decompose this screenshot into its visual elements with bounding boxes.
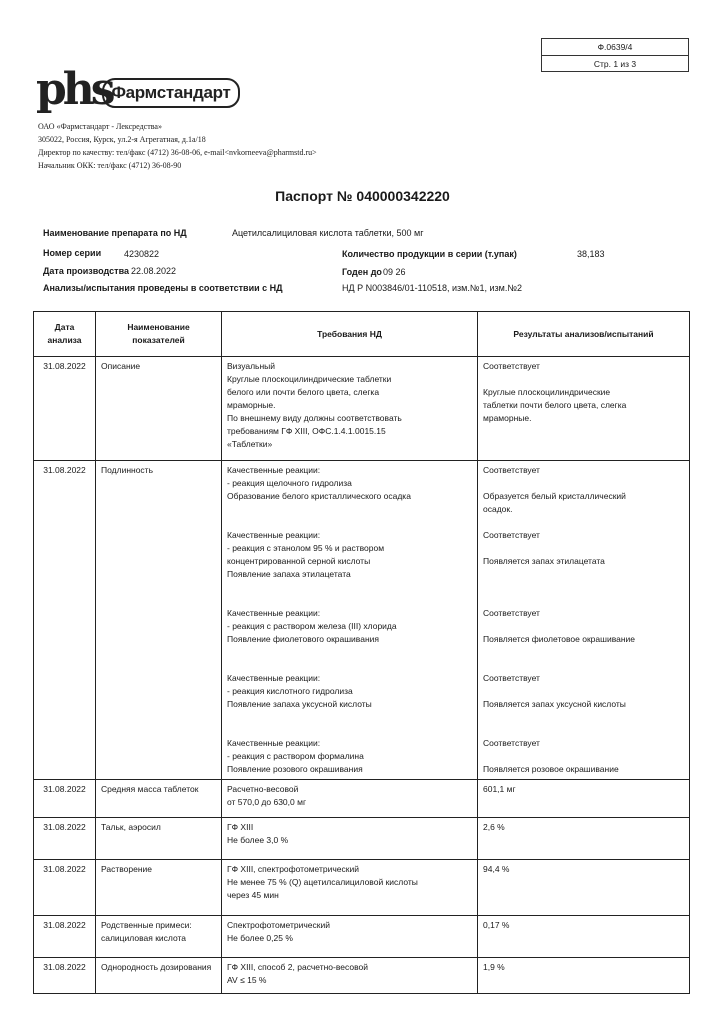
requirement-line: AV ≤ 15 %: [227, 975, 267, 985]
drug-label: Наименование препарата по НД: [43, 228, 187, 238]
expiry-value: 09 26: [383, 267, 406, 277]
company-logo: [36, 64, 240, 115]
analysis-value: НД Р N003846/01-110518, изм.№1, изм.№2: [342, 283, 523, 293]
requirement-line: Качественные реакции:: [227, 530, 321, 540]
row-indicator: Подлинность: [96, 461, 222, 780]
result-line: [483, 711, 684, 724]
table-row: [34, 916, 690, 958]
requirement-line: Качественные реакции:: [227, 738, 321, 748]
result-line: Образуется белый кристаллический: [483, 491, 626, 501]
result-line: Появляется фиолетовое окрашивание: [483, 634, 636, 644]
result-line: [483, 477, 684, 490]
requirement-line: Не менее 75 % (Q) ацетилсалициловой кислоты: [227, 877, 418, 887]
result-line: Соответствует: [483, 465, 540, 475]
result-line: Соответствует: [483, 530, 540, 540]
table-row: [34, 958, 690, 994]
requirement-line: ГФ XIII, способ 2, расчетно-весовой: [227, 962, 368, 972]
requirement-line: [227, 581, 472, 594]
row-date: 31.08.2022: [34, 461, 96, 780]
result-line: [483, 516, 684, 529]
requirement-line: [227, 724, 472, 737]
row-result: [478, 916, 690, 958]
row-result: [478, 860, 690, 916]
prod-date-label: Дата производства: [43, 266, 129, 276]
requirement-line: [227, 503, 472, 516]
requirement-line: [227, 516, 472, 529]
requirement-line: Появление фиолетового окрашивания: [227, 634, 379, 644]
result-line: 94,4 %: [483, 864, 510, 874]
row-result: [478, 958, 690, 994]
header-results: Результаты анализов/испытаний: [478, 312, 690, 357]
row-indicator: Растворение: [96, 860, 222, 916]
row-date: 31.08.2022: [34, 860, 96, 916]
requirement-line: ГФ XIII, спектрофотометрический: [227, 864, 359, 874]
result-line: 2,6 %: [483, 822, 505, 832]
row-result: [478, 780, 690, 818]
result-line: [483, 724, 684, 737]
table-row: [34, 357, 690, 461]
requirement-line: Круглые плоскоцилиндрические таблетки: [227, 374, 392, 384]
company-name: ОАО «Фармстандарт - Лексредства»: [38, 122, 162, 131]
result-line: таблетки почти белого цвета, слегка: [483, 400, 627, 410]
requirement-line: [227, 594, 472, 607]
drug-value: Ацетилсалициловая кислота таблетки, 500 мг: [232, 228, 424, 238]
page-title: Паспорт № 040000342220: [275, 188, 450, 204]
logo-mark: phs: [36, 64, 112, 115]
result-line: 1,9 %: [483, 962, 505, 972]
result-line: Соответствует: [483, 361, 540, 371]
requirement-line: Не более 0,25 %: [227, 933, 293, 943]
row-date: 31.08.2022: [34, 916, 96, 958]
row-date: 31.08.2022: [34, 818, 96, 860]
result-line: 601,1 мг: [483, 784, 516, 794]
requirement-line: требованиям ГФ XIII, ОФС.1.4.1.0015.15: [227, 426, 386, 436]
row-indicator: Средняя масса таблеток: [96, 780, 222, 818]
requirement-line: Визуальный: [227, 361, 276, 371]
requirement-line: Появление запаха этилацетата: [227, 569, 351, 579]
row-requirements: [222, 461, 478, 780]
row-requirements: [222, 958, 478, 994]
requirement-line: концентрированной серной кислоты: [227, 556, 371, 566]
result-line: [483, 646, 684, 659]
result-line: мраморные.: [483, 413, 532, 423]
requirement-line: - реакция щелочного гидролиза: [227, 478, 352, 488]
result-line: осадок.: [483, 504, 513, 514]
company-director: Директор по качеству: тел/факс (4712) 36-08-06, e-mail<nvkorneeva@pharmstd.ru>: [38, 148, 317, 157]
result-line: Появляется запах уксусной кислоты: [483, 699, 626, 709]
result-line: Круглые плоскоцилиндрические: [483, 387, 611, 397]
quantity-value: 38,183: [577, 249, 605, 259]
row-date: 31.08.2022: [34, 780, 96, 818]
series-value: 4230822: [124, 249, 160, 259]
form-code-box: [541, 38, 689, 72]
quantity-label: Количество продукции в серии (т.упак): [342, 249, 517, 259]
requirement-line: Качественные реакции:: [227, 465, 321, 475]
logo-name: Фармстандарт: [102, 78, 240, 108]
row-requirements: [222, 780, 478, 818]
result-line: 0,17 %: [483, 920, 510, 930]
header-requirements: Требования НД: [222, 312, 478, 357]
result-line: Появляется розовое окрашивание: [483, 764, 619, 774]
row-indicator: Описание: [96, 357, 222, 461]
requirement-line: [227, 659, 472, 672]
result-line: [483, 659, 684, 672]
row-result: [478, 357, 690, 461]
results-table: [33, 311, 690, 994]
requirement-line: Появление запаха уксусной кислоты: [227, 699, 372, 709]
company-okk: Начальник ОКК: тел/факс (4712) 36-08-90: [38, 161, 182, 170]
series-label: Номер серии: [43, 248, 102, 258]
requirement-line: - реакция с раствором формалина: [227, 751, 364, 761]
table-row: [34, 860, 690, 916]
row-indicator: Однородность дозирования: [96, 958, 222, 994]
company-address: 305022, Россия, Курск, ул.2-я Агрегатная, д.1а/18: [38, 135, 206, 144]
row-requirements: [222, 357, 478, 461]
requirement-line: через 45 мин: [227, 890, 279, 900]
requirement-line: от 570,0 до 630,0 мг: [227, 797, 307, 807]
result-line: Соответствует: [483, 673, 540, 683]
table-row: [34, 780, 690, 818]
requirement-line: мраморные.: [227, 400, 276, 410]
requirement-line: - реакция с раствором железа (III) хлорида: [227, 621, 397, 631]
result-line: [483, 581, 684, 594]
result-line: [483, 568, 684, 581]
result-line: Появляется запах этилацетата: [483, 556, 605, 566]
requirement-line: ГФ XIII: [227, 822, 254, 832]
requirement-line: белого или почти белого цвета, слегка: [227, 387, 380, 397]
result-line: Соответствует: [483, 738, 540, 748]
requirement-line: - реакция с этанолом 95 % и раствором: [227, 543, 385, 553]
requirement-line: Появление розового окрашивания: [227, 764, 363, 774]
row-indicator: Родственные примеси: салициловая кислота: [96, 916, 222, 958]
requirement-line: [227, 711, 472, 724]
result-line: [483, 542, 684, 555]
requirement-line: Образование белого кристаллического осадка: [227, 491, 411, 501]
requirement-line: Качественные реакции:: [227, 608, 321, 618]
header-name: Наименование показателей: [96, 312, 222, 357]
requirement-line: - реакция кислотного гидролиза: [227, 686, 353, 696]
page-number: Стр. 1 из 3: [593, 59, 637, 69]
result-line: [483, 620, 684, 633]
row-requirements: [222, 818, 478, 860]
requirement-line: Спектрофотометрический: [227, 920, 330, 930]
analysis-label: Анализы/испытания проведены в соответствии с НД: [43, 283, 283, 293]
result-line: [483, 594, 684, 607]
result-line: [483, 685, 684, 698]
row-requirements: [222, 860, 478, 916]
table-row: [34, 818, 690, 860]
requirement-line: Качественные реакции:: [227, 673, 321, 683]
expiry-label: Годен до: [342, 267, 382, 277]
requirement-line: [227, 646, 472, 659]
requirement-line: Расчетно-весовой: [227, 784, 299, 794]
requirement-line: Не более 3,0 %: [227, 835, 289, 845]
prod-date-value: 22.08.2022: [131, 266, 177, 276]
requirement-line: По внешнему виду должны соответствовать: [227, 413, 402, 423]
requirement-line: «Таблетки»: [227, 439, 273, 449]
row-indicator: Тальк, аэросил: [96, 818, 222, 860]
result-line: [483, 373, 684, 386]
row-date: 31.08.2022: [34, 958, 96, 994]
row-result: [478, 461, 690, 780]
table-row: [34, 461, 690, 780]
row-date: 31.08.2022: [34, 357, 96, 461]
table-header-row: [34, 312, 690, 357]
result-line: [483, 750, 684, 763]
row-requirements: [222, 916, 478, 958]
result-line: Соответствует: [483, 608, 540, 618]
header-date: Дата анализа: [34, 312, 96, 357]
form-code: Ф.0639/4: [542, 39, 688, 56]
row-result: [478, 818, 690, 860]
